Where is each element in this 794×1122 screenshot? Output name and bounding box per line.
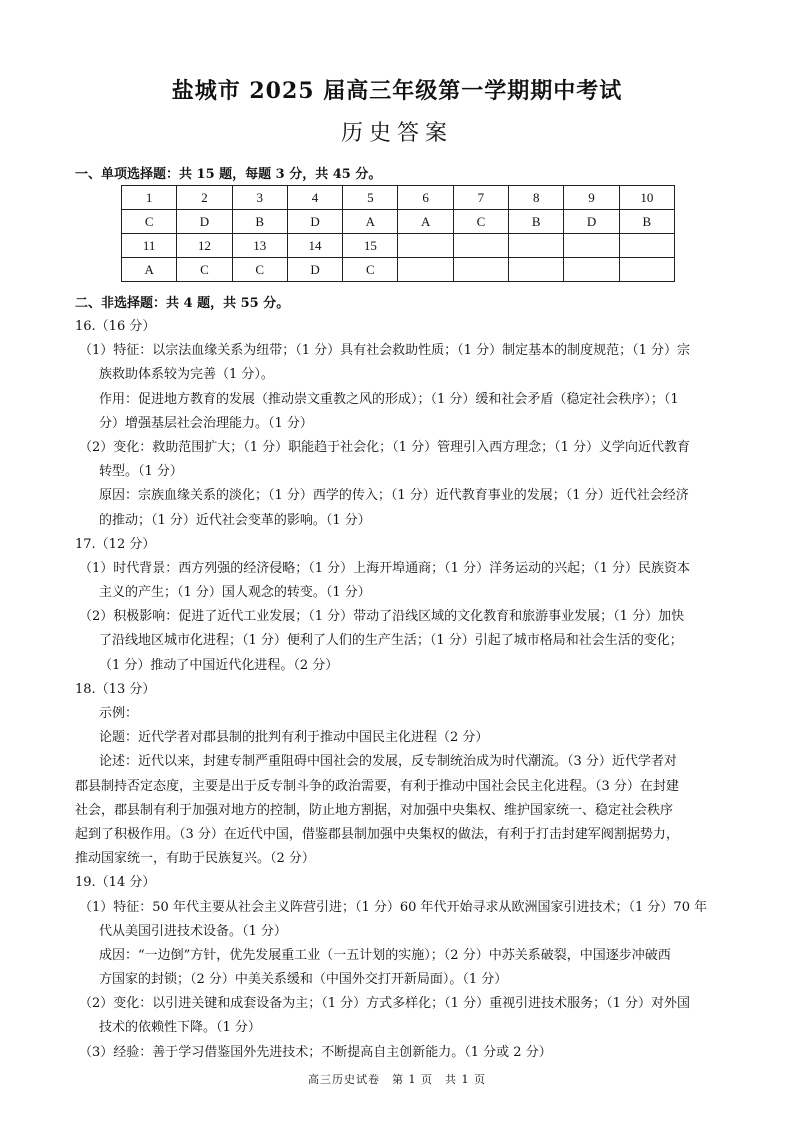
answer-cell	[564, 258, 619, 282]
answer-line: （2）积极影响：促进了近代工业发展；（1 分）带动了沿线区域的文化教育和旅游事业发展；（1 分）加快	[79, 609, 685, 625]
question-number-cell: 1	[122, 186, 177, 210]
answer-cell: B	[232, 210, 287, 234]
answer-line: （2）变化：救助范围扩大；（1 分）职能趋于社会化；（1 分）管理引入西方理念；（1 分）义学向近代教育	[79, 439, 690, 455]
answer-cell: A	[343, 210, 398, 234]
answer-cell: A	[122, 258, 177, 282]
answer-line: 成因：“一边倒”方针，优先发展重工业（一五计划的实施）；（2 分）中苏关系破裂，中国逐步冲破西	[99, 947, 671, 963]
answer-cell	[509, 258, 564, 282]
section-1-heading: 一、单项选择题：共 15 题，每题 3 分，共 45 分。	[75, 167, 382, 182]
answer-line: （2）变化：以引进关键和成套设备为主；（1 分）方式多样化；（1 分）重视引进技术服务；（1 分）对外国	[79, 996, 690, 1012]
answer-line: 主义的产生；（1 分）国人观念的转变。（1 分）	[99, 585, 371, 601]
page-subtitle: 历史答案	[340, 121, 453, 146]
table-row	[122, 210, 675, 234]
question-number-cell: 9	[564, 186, 619, 210]
answer-cell: C	[453, 210, 508, 234]
answer-cell: C	[177, 258, 232, 282]
question-heading: 19.（14 分）	[75, 875, 156, 891]
question-number-cell: 12	[177, 234, 232, 258]
answer-cell	[619, 258, 674, 282]
question-number-cell: 13	[232, 234, 287, 258]
answer-cell: B	[509, 210, 564, 234]
answer-line: 作用：促进地方教育的发展（推动崇文重教之风的形成）；（1 分）缓和社会矛盾（稳定社会秩序）；（1	[99, 391, 679, 407]
answer-cell: A	[398, 210, 453, 234]
answer-line: 原因：宗族血缘关系的淡化；（1 分）西学的传入；（1 分）近代教育事业的发展；（1 分）近代社会经济	[99, 488, 689, 504]
question-number-cell: 2	[177, 186, 232, 210]
page-footer: 高三历史试卷 第 1 页 共 1 页	[308, 1073, 486, 1086]
question-number-cell	[509, 234, 564, 258]
table-row	[122, 186, 675, 210]
answer-line: 示例：	[99, 706, 139, 721]
question-number-cell	[398, 234, 453, 258]
answer-line: 郡县制持否定态度，主要是出于反专制斗争的政治需要，有利于推动中国社会民主化进程。（3 分）在封建	[75, 778, 679, 794]
answer-cell: D	[287, 210, 342, 234]
choice-answer-table	[121, 185, 675, 282]
answer-line: 起到了积极作用。（3 分）在近代中国，借鉴郡县制加强中央集权的做法，有利于打击封建军阀割据势力，	[75, 826, 679, 842]
question-number-cell: 15	[343, 234, 398, 258]
answer-line: （1）特征：以宗法血缘关系为纽带；（1 分）具有社会救助性质；（1 分）制定基本的制度规范；（1 分）宗	[79, 343, 690, 359]
question-heading: 16.（16 分）	[75, 319, 156, 334]
question-number-cell: 7	[453, 186, 508, 210]
answer-line: 推动国家统一，有助于民族复兴。（2 分）	[75, 851, 315, 867]
answer-line: 论题：近代学者对郡县制的批判有利于推动中国民主化进程（2 分）	[99, 730, 489, 746]
answer-line: 分）增强基层社会治理能力。（1 分）	[99, 415, 313, 431]
answer-cell: C	[122, 210, 177, 234]
answer-cell	[398, 258, 453, 282]
answer-line: （1）时代背景：西方列强的经济侵略；（1 分）上海开埠通商；（1 分）洋务运动的兴起；（1 分）民族资本	[79, 560, 690, 576]
answer-line: 转型。（1 分）	[99, 464, 183, 480]
question-heading: 18.（13 分）	[75, 681, 156, 697]
answer-cell: C	[343, 258, 398, 282]
section-2-heading: 二、非选择题：共 4 题，共 55 分。	[75, 296, 290, 311]
answer-line: （1 分）推动了中国近代化进程。（2 分）	[99, 657, 339, 673]
table-row	[122, 234, 675, 258]
answer-cell: D	[564, 210, 619, 234]
answer-line: （3）经验：善于学习借鉴国外先进技术；不断提高自主创新能力。（1 分或 2 分）	[79, 1044, 552, 1060]
answer-cell	[453, 258, 508, 282]
question-number-cell: 14	[287, 234, 342, 258]
table-row	[122, 258, 675, 282]
answer-line: 社会，郡县制有利于加强对地方的控制，防止地方割据，对加强中央集权、维护国家统一、稳定社会秩序	[75, 802, 674, 818]
answer-line: 族救助体系较为完善（1 分）。	[99, 367, 274, 383]
question-number-cell	[619, 234, 674, 258]
question-number-cell: 10	[619, 186, 674, 210]
answer-cell: C	[232, 258, 287, 282]
answer-line: （1）特征：50 年代主要从社会主义阵营引进；（1 分）60 年代开始寻求从欧洲国家引进技术；（1 分）70 年	[79, 899, 708, 915]
answer-line: 代从美国引进技术设备。（1 分）	[99, 923, 287, 939]
question-number-cell	[564, 234, 619, 258]
question-number-cell: 11	[122, 234, 177, 258]
answer-cell: B	[619, 210, 674, 234]
question-number-cell: 4	[287, 186, 342, 210]
answer-line: 方国家的封锁；（2 分）中美关系缓和（中国外交打开新局面）。（1 分）	[99, 972, 508, 988]
answer-line: 技术的依赖性下降。（1 分）	[99, 1020, 261, 1036]
answer-cell: D	[287, 258, 342, 282]
answer-line: 论述：近代以来，封建专制严重阻碍中国社会的发展，反专制统治成为时代潮流。（3 分）近代学者对	[99, 754, 677, 770]
answer-cell: D	[177, 210, 232, 234]
question-number-cell: 8	[509, 186, 564, 210]
answer-body	[75, 315, 723, 1065]
answer-line: 的推动；（1 分）近代社会变革的影响。（1 分）	[99, 512, 371, 528]
page-title: 盐城市 2025 届高三年级第一学期期中考试	[171, 78, 623, 104]
question-number-cell: 6	[398, 186, 453, 210]
answer-line: 了沿线地区城市化进程；（1 分）便利了人们的生产生活；（1 分）引起了城市格局和社会生活的变化；	[99, 633, 683, 649]
question-heading: 17.（12 分）	[75, 536, 156, 552]
question-number-cell	[453, 234, 508, 258]
question-number-cell: 3	[232, 186, 287, 210]
question-number-cell: 5	[343, 186, 398, 210]
